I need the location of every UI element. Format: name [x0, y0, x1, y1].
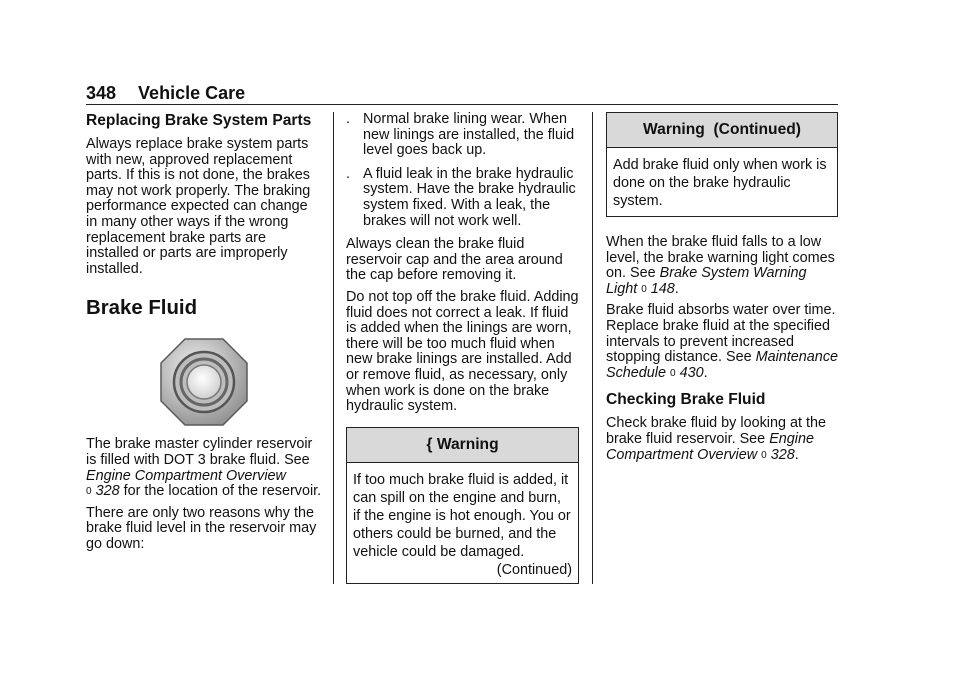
warning-header: { Warning — [347, 428, 578, 463]
replacing-parts-text: Always replace brake system parts with new, approved replacement parts. If this is not done, the brakes may not work properly. The braking performance expected can change in many other ways if the wrong replacement brake parts are installed or parts are improperly installed. — [86, 136, 311, 277]
page-ref[interactable]: 148 — [650, 280, 675, 297]
reservoir-text: The brake master cylinder reservoir is filled with DOT 3 brake fluid. See Engine Compartment Overview 0 328 for the location of the reservoir. — [86, 436, 322, 500]
column-1 — [86, 112, 322, 559]
continued-label: (Continued) — [496, 561, 572, 578]
checking-text: Check brake fluid by looking at the brake fluid reservoir. See Engine Compartment Overview 0 328. — [606, 415, 826, 463]
warning-box — [346, 427, 579, 584]
no-top-off-text: Do not top off the brake fluid. Adding fluid does not correct a leak. If fluid is added when the linings are worn, there will be too much fluid when new brake linings are installed. Add or remove fluid, as necessary, only when work is done on the brake hydraulic system. — [346, 288, 579, 415]
warning-continued-header: Warning (Continued) — [607, 113, 837, 148]
warning-icon: { — [426, 435, 433, 453]
clean-cap-text: Always clean the brake fluid reservoir cap and the area around the cap before removing it. — [346, 236, 563, 284]
column-divider-2 — [592, 112, 593, 584]
page-ref[interactable]: 430 — [679, 364, 704, 381]
page-ref[interactable]: 328 — [770, 446, 795, 463]
section-title: Vehicle Care — [138, 83, 246, 103]
page-ref[interactable]: 328 — [95, 483, 120, 500]
brake-fluid-title: Brake Fluid — [86, 297, 198, 320]
warning-body: If too much brake fluid is added, it can spill on the engine and burn, if the engine is hot enough. You or others could be burned, and the vehicle could be damaged. — [353, 471, 571, 560]
brake-fluid-reservoir-icon — [159, 337, 249, 427]
checking-heading: Checking Brake Fluid — [606, 391, 766, 409]
column-3 — [606, 112, 838, 469]
warning-continued-body: Add brake fluid only when work is done on the brake hydraulic system. — [613, 157, 827, 209]
list-item: . Normal brake lining wear. When new linings are installed, the fluid level goes back up. — [346, 111, 575, 159]
page-ref-arrow-icon: 0 — [761, 449, 767, 461]
header-rule — [86, 104, 838, 105]
low-level-text: When the brake fluid falls to a low level, the brake warning light comes on. See Brake System Warning Light 0 148. — [606, 234, 835, 297]
warning-continued-box — [606, 112, 838, 217]
maintenance-schedule-link[interactable]: Maintenance Schedule — [606, 349, 839, 381]
absorbs-text: Brake fluid absorbs water over time. Replace brake fluid at the specified intervals to prevent increased stopping distance. See Maintenance Schedule 0 430. — [606, 302, 839, 381]
bullet-mark: . — [346, 111, 350, 127]
page-ref-arrow-icon: 0 — [670, 367, 676, 379]
engine-compartment-link[interactable]: Engine Compartment Overview — [606, 430, 814, 463]
list-item: . A fluid leak in the brake hydraulic system. Have the brake hydraulic system fixed. With a leak, the brakes will not work well. — [346, 165, 576, 229]
page-ref-arrow-icon: 0 — [86, 486, 92, 498]
column-divider-1 — [333, 112, 334, 584]
column-2 — [346, 112, 579, 584]
page-number: 348 — [86, 83, 117, 103]
bullet-mark: . — [346, 165, 350, 182]
brake-warning-light-link[interactable]: Brake System Warning Light — [606, 265, 807, 297]
page-header — [86, 83, 245, 104]
replacing-parts-heading: Replacing Brake System Parts — [86, 112, 312, 129]
reasons-text: There are only two reasons why the brake fluid level in the reservoir may go down: — [86, 504, 317, 552]
engine-compartment-link[interactable]: Engine Compartment Overview — [86, 467, 286, 484]
page-ref-arrow-icon: 0 — [641, 283, 647, 295]
